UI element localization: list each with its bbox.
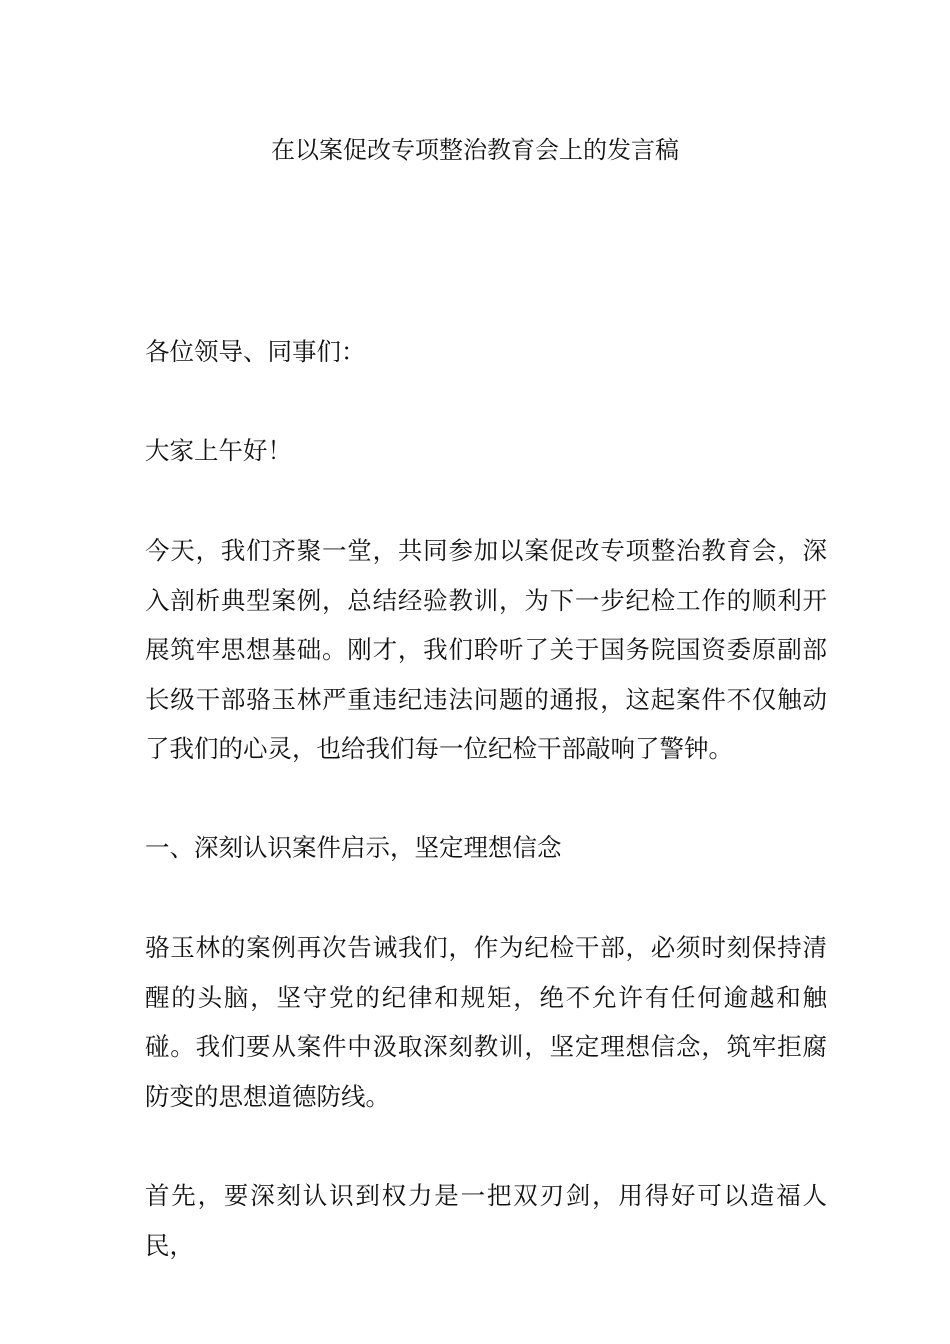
section-heading-1: 一、深刻认识案件启示，坚定理想信念 — [145, 833, 562, 862]
section-1-paragraph-1: 骆玉林的案例再次告诫我们，作为纪检干部，必须时刻保持清醒的头脑，坚守党的纪律和规矩，绝不允许有任何逾越和触碰。我们要从案件中汲取深刻教训，坚定理想信念，筑牢拒腐防变的思想道德防线。 — [145, 933, 827, 1111]
intro-paragraph: 今天，我们齐聚一堂，共同参加以案促改专项整治教育会，深入剖析典型案例，总结经验教训，为下一步纪检工作的顺利开展筑牢思想基础。刚才，我们聆听了关于国务院国资委原副部长级干部骆玉林严重违纪违法问题的通报，这起案件不仅触动了我们的心灵，也给我们每一位纪检干部敲响了警钟。 — [145, 536, 827, 763]
salutation-paragraph: 各位领导、同事们： — [145, 337, 366, 366]
greeting-paragraph: 大家上午好！ — [145, 436, 292, 465]
section-1-paragraph-2: 首先，要深刻认识到权力是一把双刃剑，用得好可以造福人民， — [145, 1181, 827, 1260]
document-title: 在以案促改专项整治教育会上的发言稿 — [271, 136, 679, 164]
